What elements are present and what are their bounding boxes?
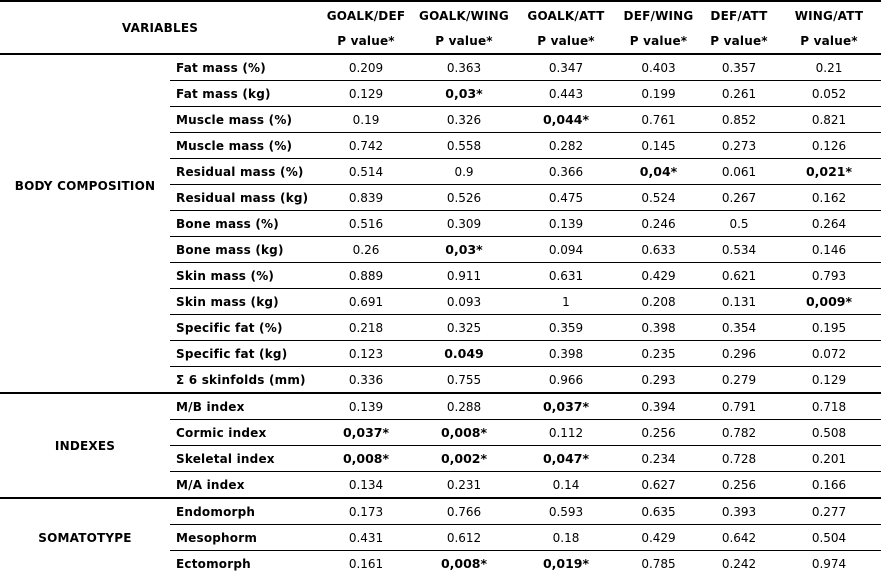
p-value-cell: 0,008* (320, 446, 412, 472)
p-value-cell: 0.526 (412, 185, 516, 211)
p-value-cell: 0.821 (777, 107, 881, 133)
p-value-cell: 0.398 (516, 341, 616, 367)
p-value-cell: 0.612 (412, 525, 516, 551)
comparison-header-def-att: DEF/ATT (701, 1, 777, 29)
p-value-cell: 0.146 (777, 237, 881, 263)
section-indexes (0, 393, 881, 498)
p-value-cell: 0.242 (701, 551, 777, 576)
variable-label: Muscle mass (%) (170, 133, 320, 159)
p-value-cell: 0.26 (320, 237, 412, 263)
p-value-cell: 0.129 (777, 367, 881, 394)
p-value-cell: 0,04* (616, 159, 701, 185)
p-value-cell: 0.208 (616, 289, 701, 315)
variable-label: Residual mass (%) (170, 159, 320, 185)
p-value-cell: 0.508 (777, 420, 881, 446)
p-value-cell: 0.593 (516, 498, 616, 525)
p-value-cell: 0.347 (516, 54, 616, 81)
p-value-cell: 0.296 (701, 341, 777, 367)
p-value-cell: 0.049 (412, 341, 516, 367)
p-value-cell: 0.359 (516, 315, 616, 341)
p-value-cell: 0.234 (616, 446, 701, 472)
variable-label: Specific fat (kg) (170, 341, 320, 367)
p-value-cell: 0.9 (412, 159, 516, 185)
p-value-cell: 0.209 (320, 54, 412, 81)
variable-label: Σ 6 skinfolds (mm) (170, 367, 320, 394)
p-value-cell: 0.782 (701, 420, 777, 446)
p-value-cell: 0.839 (320, 185, 412, 211)
p-value-cell: 0.19 (320, 107, 412, 133)
p-value-cell: 0.394 (616, 393, 701, 420)
p-value-cell: 0.633 (616, 237, 701, 263)
variable-label: Cormic index (170, 420, 320, 446)
p-value-cell: 0.061 (701, 159, 777, 185)
p-value-cell: 0.052 (777, 81, 881, 107)
p-value-cell: 0.534 (701, 237, 777, 263)
comparison-header-goalk-def: GOALK/DEF (320, 1, 412, 29)
p-value-cell: 0.277 (777, 498, 881, 525)
p-value-cell: 0,044* (516, 107, 616, 133)
p-value-cell: 0.162 (777, 185, 881, 211)
p-value-cell: 0.309 (412, 211, 516, 237)
p-value-cell: 0.218 (320, 315, 412, 341)
variable-label: Skin mass (%) (170, 263, 320, 289)
p-value-cell: 0.325 (412, 315, 516, 341)
p-value-cell: 0.131 (701, 289, 777, 315)
p-value-cell: 0.173 (320, 498, 412, 525)
p-value-cell: 0.691 (320, 289, 412, 315)
p-value-cell: 0,021* (777, 159, 881, 185)
variable-label: Specific fat (%) (170, 315, 320, 341)
comparison-header-row (0, 1, 881, 29)
section-label: SOMATOTYPE (0, 498, 170, 576)
p-value-cell: 0,019* (516, 551, 616, 576)
p-value-cell: 0,047* (516, 446, 616, 472)
p-value-cell: 0,008* (412, 420, 516, 446)
p-value-cell: 0,03* (412, 81, 516, 107)
p-value-cell: 0.766 (412, 498, 516, 525)
p-value-cell: 0.261 (701, 81, 777, 107)
p-value-cell: 0,008* (412, 551, 516, 576)
p-value-cell: 0.366 (516, 159, 616, 185)
comparison-header-goalk-att: GOALK/ATT (516, 1, 616, 29)
p-value-cell: 0.129 (320, 81, 412, 107)
p-value-cell: 0.288 (412, 393, 516, 420)
p-value-cell: 0.728 (701, 446, 777, 472)
p-value-cell: 0.246 (616, 211, 701, 237)
p-value-cell: 0.429 (616, 263, 701, 289)
p-value-cell: 0.516 (320, 211, 412, 237)
p-value-cell: 0.126 (777, 133, 881, 159)
p-value-cell: 0.195 (777, 315, 881, 341)
comparison-header-def-wing: DEF/WING (616, 1, 701, 29)
variable-label: M/A index (170, 472, 320, 499)
p-value-cell: 0.21 (777, 54, 881, 81)
comparison-header-wing-att: WING/ATT (777, 1, 881, 29)
p-value-cell: 0.429 (616, 525, 701, 551)
p-value-cell: 0.14 (516, 472, 616, 499)
variable-label: Bone mass (kg) (170, 237, 320, 263)
p-value-cell: 0.621 (701, 263, 777, 289)
p-value-cell: 0.761 (616, 107, 701, 133)
table-row (0, 54, 881, 81)
p-value-cell: 0.134 (320, 472, 412, 499)
p-value-cell: 0.201 (777, 446, 881, 472)
section-somatotype (0, 498, 881, 576)
p-value-cell: 0.558 (412, 133, 516, 159)
variable-label: Endomorph (170, 498, 320, 525)
p-value-cell: 0.398 (616, 315, 701, 341)
table-row (0, 393, 881, 420)
p-value-header: P value* (777, 29, 881, 54)
p-value-cell: 0.336 (320, 367, 412, 394)
variable-label: M/B index (170, 393, 320, 420)
p-value-cell: 0.145 (616, 133, 701, 159)
p-value-cell: 0.363 (412, 54, 516, 81)
p-value-cell: 0.273 (701, 133, 777, 159)
comparison-header-goalk-wing: GOALK/WING (412, 1, 516, 29)
p-value-cell: 0.852 (701, 107, 777, 133)
p-value-cell: 0.793 (777, 263, 881, 289)
p-value-cell: 0.267 (701, 185, 777, 211)
section-label: INDEXES (0, 393, 170, 498)
p-value-cell: 1 (516, 289, 616, 315)
p-value-header: P value* (516, 29, 616, 54)
p-value-cell: 0.755 (412, 367, 516, 394)
p-value-cell: 0.256 (616, 420, 701, 446)
p-value-cell: 0.403 (616, 54, 701, 81)
p-value-cell: 0.642 (701, 525, 777, 551)
p-value-cell: 0.112 (516, 420, 616, 446)
p-value-cell: 0.627 (616, 472, 701, 499)
p-value-cell: 0.5 (701, 211, 777, 237)
p-value-cell: 0.139 (320, 393, 412, 420)
table-row (0, 498, 881, 525)
p-value-cell: 0.166 (777, 472, 881, 499)
variable-label: Mesophorm (170, 525, 320, 551)
section-label: BODY COMPOSITION (0, 54, 170, 393)
p-value-cell: 0.094 (516, 237, 616, 263)
section-body-composition (0, 54, 881, 393)
p-value-cell: 0.293 (616, 367, 701, 394)
variable-label: Fat mass (%) (170, 54, 320, 81)
p-value-cell: 0.791 (701, 393, 777, 420)
p-value-cell: 0.279 (701, 367, 777, 394)
p-value-cell: 0.326 (412, 107, 516, 133)
p-value-cell: 0,037* (320, 420, 412, 446)
p-value-cell: 0.631 (516, 263, 616, 289)
p-value-cell: 0.161 (320, 551, 412, 576)
variable-label: Skeletal index (170, 446, 320, 472)
p-value-header: P value* (320, 29, 412, 54)
p-value-cell: 0,009* (777, 289, 881, 315)
p-value-header: P value* (701, 29, 777, 54)
p-value-header: P value* (412, 29, 516, 54)
p-value-cell: 0.393 (701, 498, 777, 525)
table-header (0, 1, 881, 54)
p-value-cell: 0.123 (320, 341, 412, 367)
variable-label: Residual mass (kg) (170, 185, 320, 211)
p-value-cell: 0.357 (701, 54, 777, 81)
p-value-cell: 0.431 (320, 525, 412, 551)
p-value-cell: 0.199 (616, 81, 701, 107)
variable-label: Muscle mass (%) (170, 107, 320, 133)
p-value-cell: 0.18 (516, 525, 616, 551)
p-value-cell: 0.256 (701, 472, 777, 499)
p-value-cell: 0.231 (412, 472, 516, 499)
p-value-cell: 0.742 (320, 133, 412, 159)
p-value-cell: 0.514 (320, 159, 412, 185)
p-value-cell: 0.443 (516, 81, 616, 107)
variable-label: Fat mass (kg) (170, 81, 320, 107)
p-value-cell: 0.072 (777, 341, 881, 367)
p-value-cell: 0,037* (516, 393, 616, 420)
p-value-cell: 0.282 (516, 133, 616, 159)
p-value-cell: 0.974 (777, 551, 881, 576)
p-value-cell: 0.911 (412, 263, 516, 289)
variable-label: Ectomorph (170, 551, 320, 576)
p-value-cell: 0.139 (516, 211, 616, 237)
p-value-cell: 0.264 (777, 211, 881, 237)
p-value-cell: 0.093 (412, 289, 516, 315)
p-value-cell: 0.354 (701, 315, 777, 341)
p-value-cell: 0,03* (412, 237, 516, 263)
p-value-cell: 0.966 (516, 367, 616, 394)
p-value-cell: 0.635 (616, 498, 701, 525)
p-value-cell: 0.785 (616, 551, 701, 576)
p-value-header: P value* (616, 29, 701, 54)
p-value-cell: 0.718 (777, 393, 881, 420)
p-value-cell: 0.475 (516, 185, 616, 211)
variable-label: Skin mass (kg) (170, 289, 320, 315)
p-value-cell: 0.504 (777, 525, 881, 551)
p-value-cell: 0.235 (616, 341, 701, 367)
p-value-cell: 0.524 (616, 185, 701, 211)
variables-header: VARIABLES (0, 1, 320, 54)
p-value-cell: 0.889 (320, 263, 412, 289)
p-value-cell: 0,002* (412, 446, 516, 472)
variable-label: Bone mass (%) (170, 211, 320, 237)
